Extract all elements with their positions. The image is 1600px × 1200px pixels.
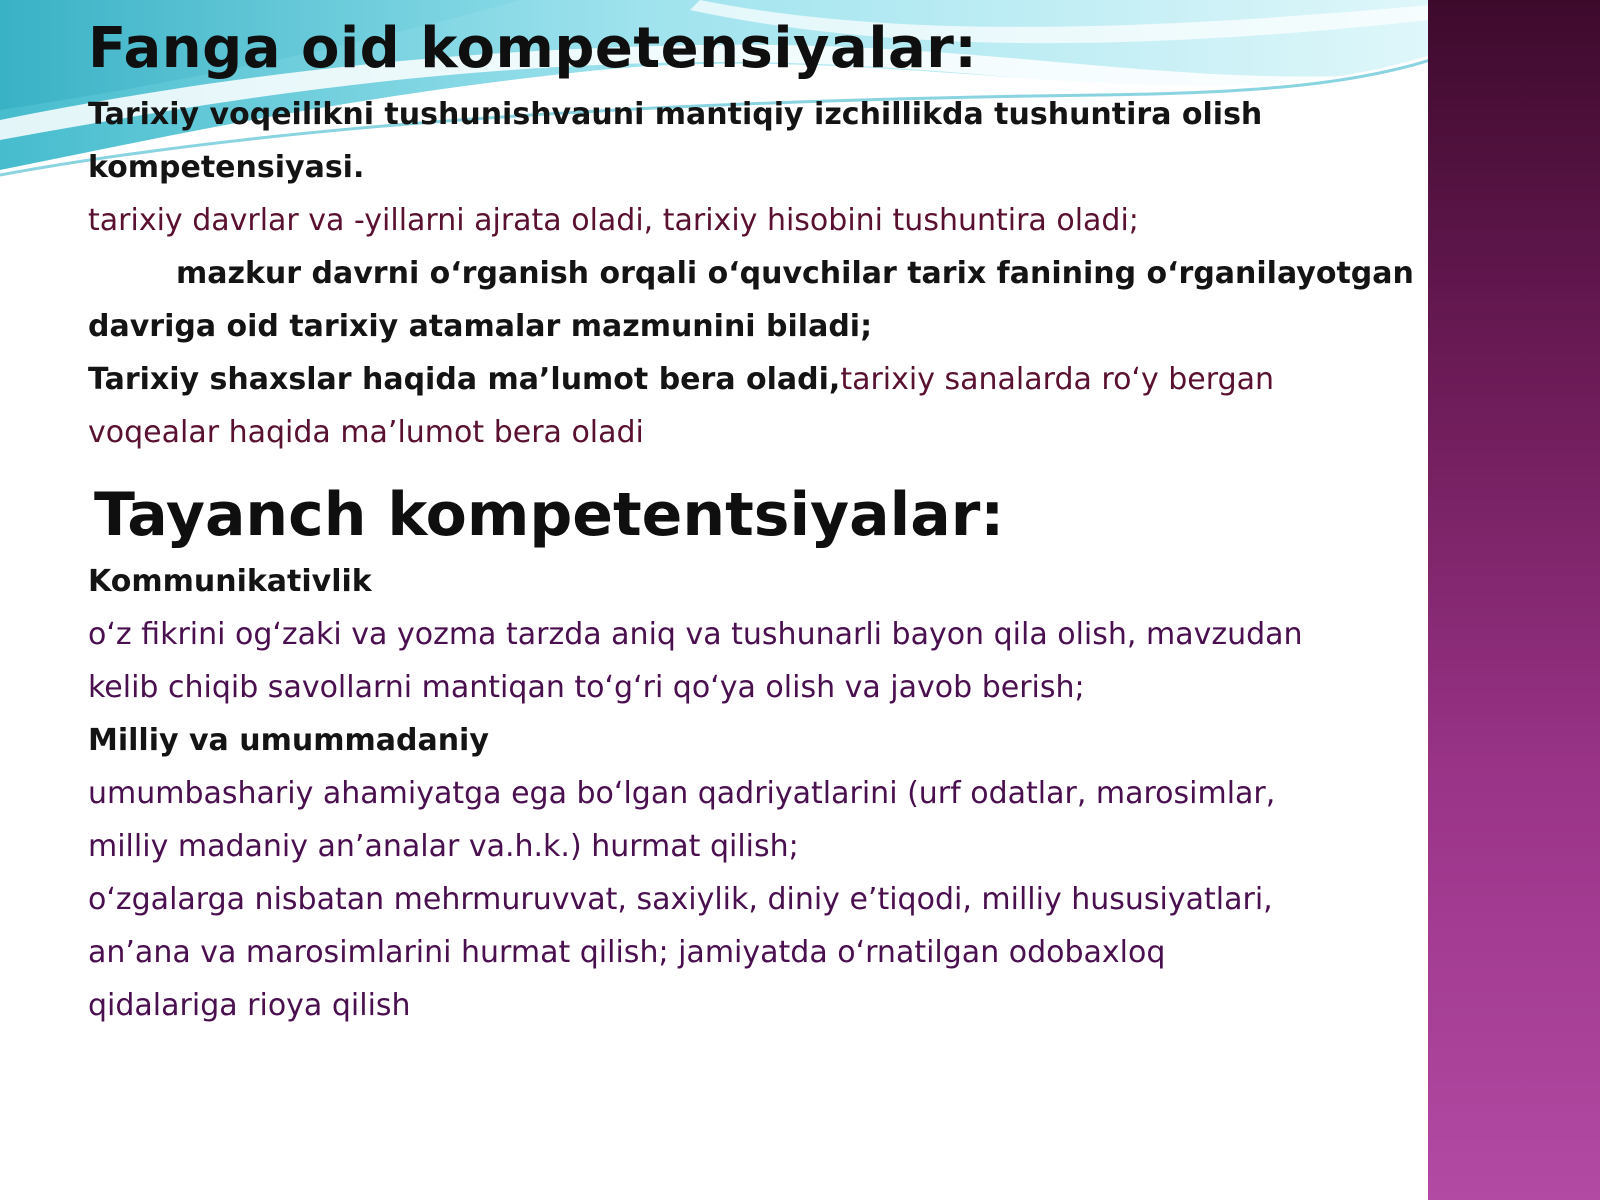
section1-title: Fanga oid kompetensiyalar: [88,16,978,81]
section2-line3: umumbashariy ahamiyatga ega bo‘lgan qadriyatlarini (urf odatlar, marosimlar, [88,776,1276,811]
section1-line6-bold: Tarixiy shaxslar haqida ma’lumot bera oladi, [88,362,841,397]
section2-subheading-communication: Kommunikativlik [88,564,372,599]
section2-subheading-culture: Milliy va umummadaniy [88,723,489,758]
section2-line2: kelib chiqib savollarni mantiqan to‘g‘ri qo‘ya olish va javob berish; [88,670,1085,705]
section2-line7: qidalariga rioya qilish [88,988,411,1023]
section1-line5: davriga oid tarixiy atamalar mazmunini biladi; [88,309,873,344]
section2-line1: o‘z fikrini og‘zaki va yozma tarzda aniq va tushunarli bayon qila olish, mavzudan [88,617,1303,652]
section1-line1: Tarixiy voqeilikni tushunishvauni mantiqiy izchillikda tushuntira olish [88,97,1263,132]
content-area [88,10,1428,1200]
section2-title: Tayanch kompetentsiyalar: [94,480,1005,550]
section1-line2: kompetensiyasi. [88,150,365,185]
side-panel [1428,0,1600,1200]
section1-line6-rest: tarixiy sanalarda ro‘y bergan [840,362,1275,397]
section1-line4: mazkur davrni o‘rganish orqali o‘quvchilar tarix fanining o‘rganilayotgan [176,256,1414,291]
section2-line6: an’ana va marosimlarini hurmat qilish; jamiyatda o‘rnatilgan odobaxloq [88,935,1166,970]
section1-line7: voqealar haqida ma’lumot bera oladi [88,415,644,450]
section1-line6 [88,353,1428,406]
section2-line5: o‘zgalarga nisbatan mehrmuruvvat, saxiylik, diniy e’tiqodi, milliy hususiyatlari, [88,882,1273,917]
section2-line4: milliy madaniy an’analar va.h.k.) hurmat qilish; [88,829,799,864]
section1-line3: tarixiy davrlar va -yillarni ajrata oladi, tarixiy hisobini tushuntira oladi; [88,203,1139,238]
